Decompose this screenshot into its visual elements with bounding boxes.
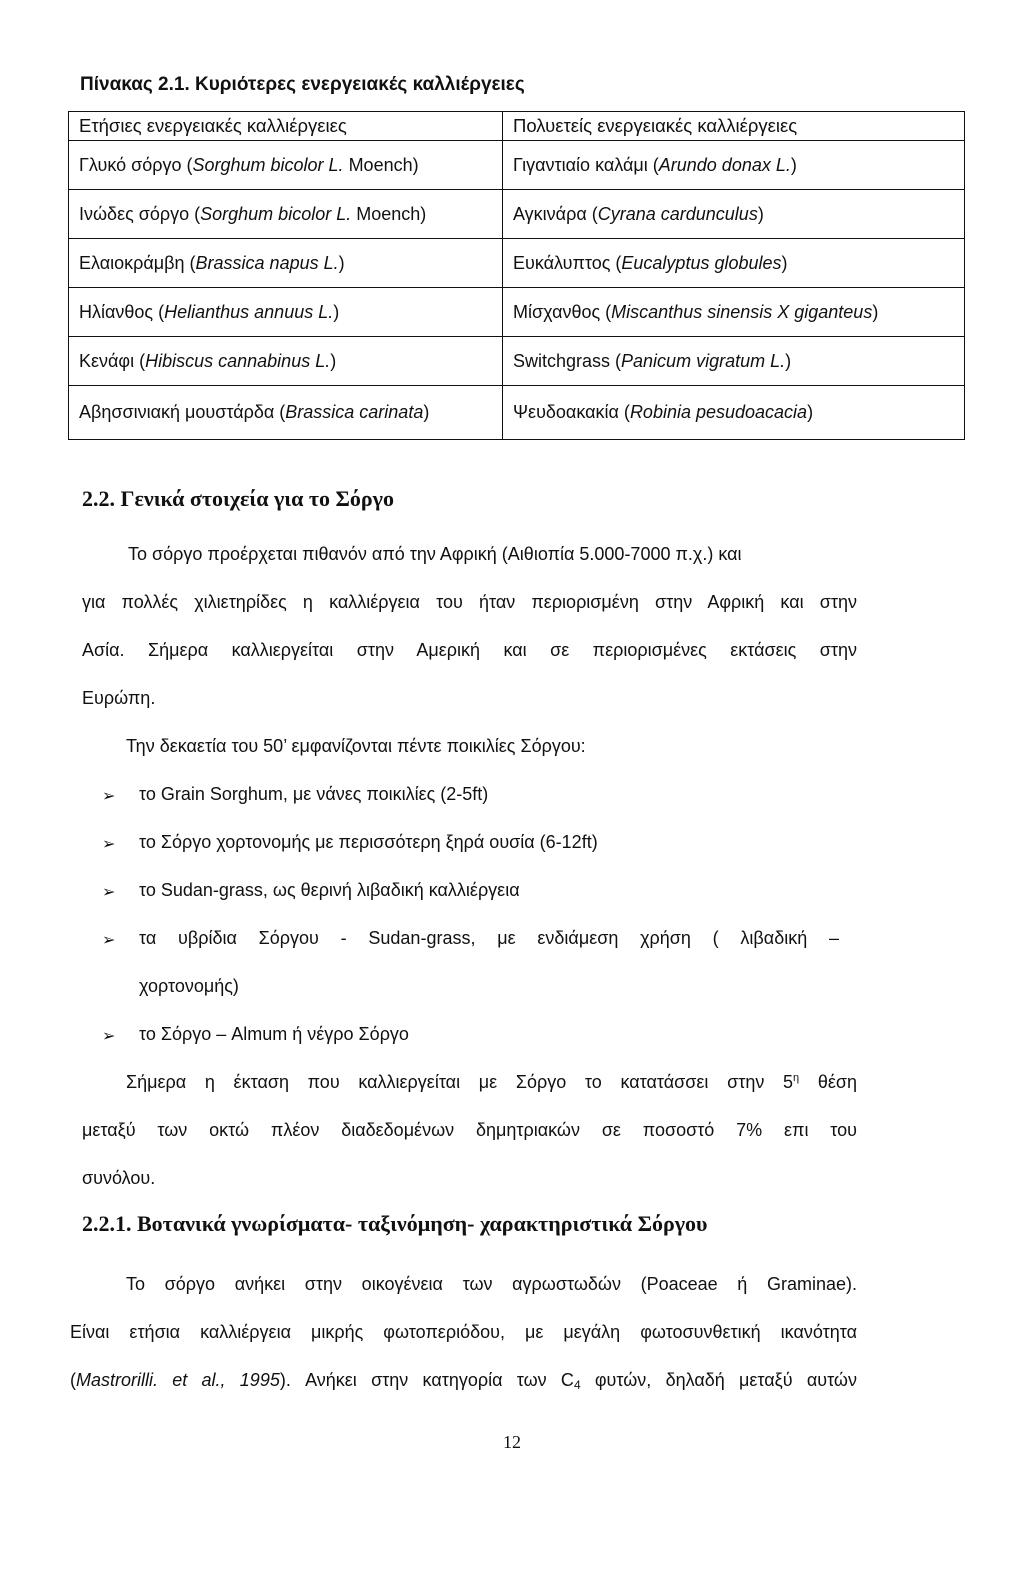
bullet-arrow-icon: ➢ <box>102 788 116 805</box>
list-item: το Sudan-grass, ως θερινή λιβαδική καλλιέργεια <box>139 880 520 900</box>
bullet-arrow-icon: ➢ <box>102 1028 116 1045</box>
page-number: 12 <box>503 1432 521 1452</box>
table-cell: Γιγαντιαίο καλάμι (Arundo donax L.) <box>503 141 965 190</box>
table-row <box>69 190 965 239</box>
table-row <box>69 239 965 288</box>
table-cell: Αγκινάρα (Cyrana cardunculus) <box>503 190 965 239</box>
table-cell: Ηλίανθος (Helianthus annuus L.) <box>69 288 503 337</box>
paragraph-line: Την δεκαετία του 50’ εμφανίζονται πέντε ποικιλίες Σόργου: <box>126 736 586 756</box>
table-cell: Μίσχανθος (Miscanthus sinensis X giganteus) <box>503 288 965 337</box>
paragraph-line: Είναι ετήσια καλλιέργεια μικρής φωτοπεριόδου, με μεγάλη φωτοσυνθετική ικανότητα <box>70 1322 857 1342</box>
table-cell: Ελαιοκράμβη (Brassica napus L.) <box>69 239 503 288</box>
table-row <box>69 288 965 337</box>
paragraph-line: Το σόργο προέρχεται πιθανόν από την Αφρική (Αιθιοπία 5.000-7000 π.χ.) και <box>128 544 742 564</box>
list-item: το Grain Sorghum, με νάνες ποικιλίες (2-5ft) <box>139 784 489 804</box>
table-caption: Πίνακας 2.1. Κυριότερες ενεργειακές καλλιέργειες <box>80 74 525 95</box>
paragraph-line: Ευρώπη. <box>82 688 156 708</box>
paragraph-line: Ασία. Σήμερα καλλιεργείται στην Αμερική και σε περιορισμένες εκτάσεις στην <box>82 640 857 660</box>
table-row <box>69 141 965 190</box>
table-cell: Κενάφι (Hibiscus cannabinus L.) <box>69 337 503 386</box>
energy-crops-table <box>68 111 965 440</box>
paragraph-line: Σήμερα η έκταση που καλλιεργείται με Σόργο το κατατάσσει στην $5^\eta$ θέση <box>126 1072 858 1092</box>
paragraph-line: Το σόργο ανήκει στην οικογένεια των αγρωστωδών (Poaceae ή Graminae). <box>126 1274 857 1294</box>
table-cell: Ινώδες σόργο (Sorghum bicolor L. Moench) <box>69 190 503 239</box>
list-item-continuation: χορτονομής) <box>139 976 239 996</box>
list-item: το Σόργο χορτονομής με περισσότερη ξηρά ουσία (6-12ft) <box>139 832 598 852</box>
section-heading-2-2: 2.2. Γενικά στοιχεία για το Σόργο <box>82 486 394 511</box>
list-item: τα υβρίδια Σόργου - Sudan-grass, με ενδιάμεση χρήση ( λιβαδική – <box>139 928 839 948</box>
table-cell: Γλυκό σόργο (Sorghum bicolor L. Moench) <box>69 141 503 190</box>
table-cell: Ευκάλυπτος (Eucalyptus globules) <box>503 239 965 288</box>
table-row <box>69 386 965 440</box>
paragraph-line: (Mastrorilli. et al., 1995). Ανήκει στην κατηγορία των $C_4$ φυτών, δηλαδή μεταξύ αυτών <box>70 1370 857 1392</box>
header-annual: Ετήσιες ενεργειακές καλλιέργειες <box>69 112 503 141</box>
list-item: το Σόργο – Almum ή νέγρο Σόργο <box>139 1024 409 1044</box>
header-perennial: Πολυετείς ενεργειακές καλλιέργειες <box>503 112 965 141</box>
table-cell: Ψευδοακακία (Robinia pesudoacacia) <box>503 386 965 440</box>
citation: Mastrorilli. et al., 1995 <box>76 1370 280 1390</box>
section-heading-2-2-1: 2.2.1. Βοτανικά γνωρίσματα- ταξινόμηση- χαρακτηριστικά Σόργου <box>82 1211 708 1236</box>
table-cell: Αβησσινιακή μουστάρδα (Brassica carinata) <box>69 386 503 440</box>
bullet-arrow-icon: ➢ <box>102 836 116 853</box>
bullet-arrow-icon: ➢ <box>102 884 116 901</box>
table-cell: Switchgrass (Panicum vigratum L.) <box>503 337 965 386</box>
table-row <box>69 337 965 386</box>
paragraph-line: συνόλου. <box>82 1168 156 1188</box>
bullet-arrow-icon: ➢ <box>102 932 116 949</box>
table-header-row <box>69 112 965 141</box>
paragraph-line: μεταξύ των οκτώ πλέον διαδεδομένων δημητριακών σε ποσοστό 7% επι του <box>82 1120 857 1140</box>
paragraph-line: για πολλές χιλιετηρίδες η καλλιέργεια του ήταν περιορισμένη στην Αφρική και στην <box>82 592 857 612</box>
